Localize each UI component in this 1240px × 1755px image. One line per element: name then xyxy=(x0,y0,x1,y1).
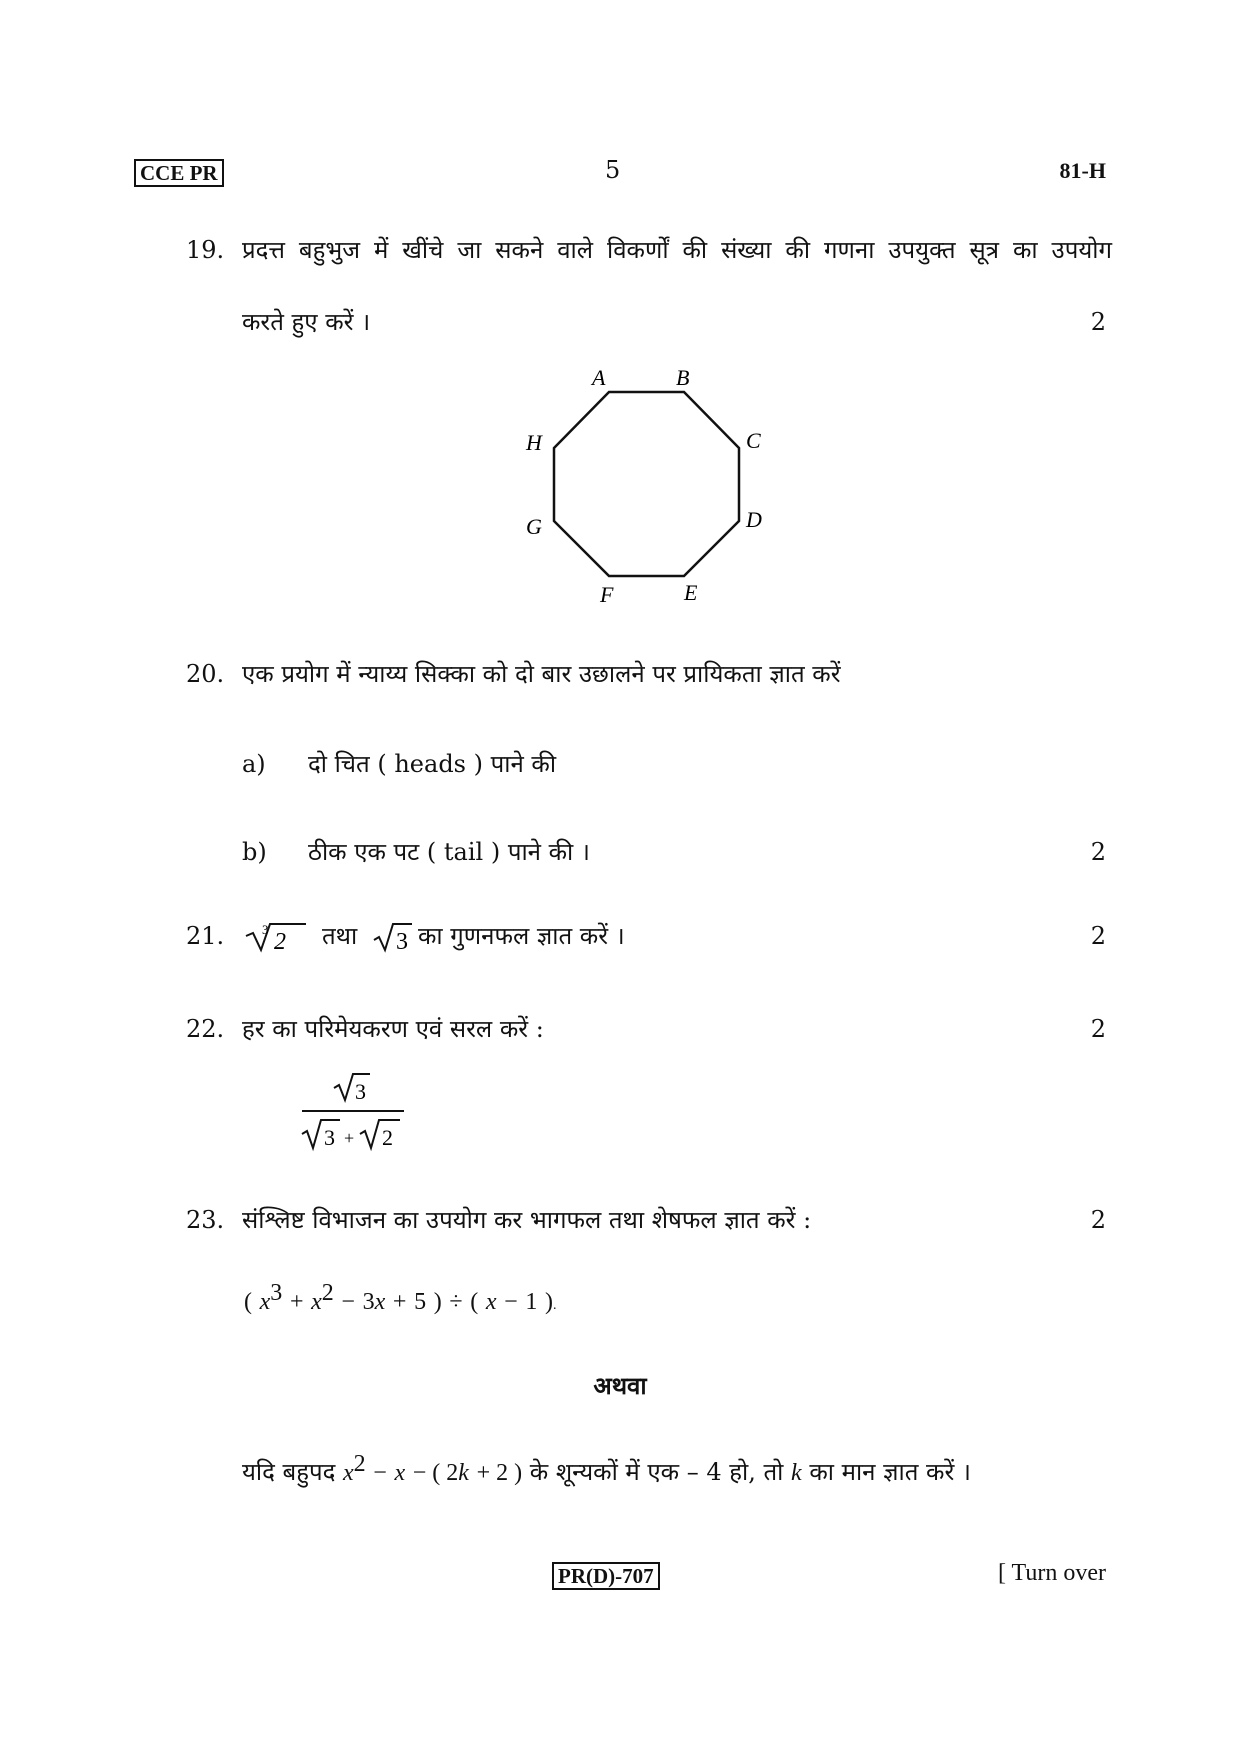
expr-paren: ) xyxy=(433,1289,442,1315)
expr-exponent: 3 xyxy=(270,1280,283,1306)
expr-exponent: 2 xyxy=(321,1280,334,1306)
alt-k: k xyxy=(458,1460,469,1486)
q20-text: एक प्रयोग में न्याय्य सिक्का को दो बार उछालने पर प्रायिकता ज्ञात करें xyxy=(242,660,841,688)
expr-constant: 1 xyxy=(525,1289,538,1315)
q20-option-a-text: दो चित ( heads ) पाने की xyxy=(308,750,557,778)
expr-coefficient: 3 xyxy=(362,1289,375,1315)
q20-option-a-label: a) xyxy=(242,750,266,778)
vertex-label-c: C xyxy=(746,428,761,453)
expr-paren: ( xyxy=(470,1289,479,1315)
q22-number: 22. xyxy=(186,1015,225,1043)
expr-x: x xyxy=(485,1289,497,1315)
expr-paren: ) xyxy=(544,1289,553,1315)
vertex-label-g: G xyxy=(526,514,542,539)
q19-marks: 2 xyxy=(1090,308,1106,336)
expr-plus: + xyxy=(289,1289,304,1315)
expr-divide: ÷ xyxy=(449,1289,463,1315)
denominator-value-1: 3 xyxy=(324,1125,335,1150)
footer-code-box: PR(D)-707 xyxy=(552,1562,660,1590)
q20-option-b-text: ठीक एक पट ( tail ) पाने की । xyxy=(308,838,590,866)
radical-sign xyxy=(360,1120,400,1148)
denominator-plus: + xyxy=(344,1128,355,1148)
alt-minus: − xyxy=(373,1460,387,1486)
expr-x: x xyxy=(311,1289,322,1315)
vertex-label-d: D xyxy=(746,507,762,532)
vertex-label-e: E xyxy=(684,580,698,605)
expr-paren: ( xyxy=(244,1289,252,1315)
q20-number: 20. xyxy=(186,660,225,688)
q22-text: हर का परिमेयकरण एवं सरल करें : xyxy=(242,1015,544,1043)
turn-over: [ Turn over xyxy=(997,1560,1106,1586)
root-index: 3 xyxy=(262,922,269,937)
expr-x: x xyxy=(259,1289,271,1315)
alt-expression: − ( 2 xyxy=(412,1460,459,1486)
q19-text-line1: प्रदत्त बहुभुज में खींचे जा सकने वाले विकर्णों की संख्या की गणना उपयुक्त सूत्र का उपयोग xyxy=(242,236,1112,264)
alt-text: का मान ज्ञात करें । xyxy=(809,1458,972,1486)
page-number: 5 xyxy=(605,156,621,184)
q20-marks: 2 xyxy=(1090,838,1106,866)
q22-fraction xyxy=(298,1068,410,1154)
radicand-1: 2 xyxy=(274,929,286,955)
or-heading: अथवा xyxy=(593,1371,647,1400)
header-code-box: CCE PR xyxy=(134,159,224,187)
radicand-2: 3 xyxy=(396,929,408,955)
expr-constant: 5 xyxy=(414,1289,427,1315)
q21-marks: 2 xyxy=(1090,922,1106,950)
alt-text: के शून्यकों में एक – 4 हो, तो xyxy=(529,1458,784,1486)
expr-minus: − xyxy=(504,1289,518,1315)
alt-exponent: 2 xyxy=(353,1451,366,1477)
q23-number: 23. xyxy=(186,1206,225,1234)
expr-minus: − xyxy=(341,1289,355,1315)
q21-mid-text: तथा xyxy=(322,922,358,950)
alt-x: x xyxy=(342,1460,354,1486)
q21-cube-root xyxy=(244,920,310,956)
q23-text: संश्लिष्ट विभाजन का उपयोग कर भागफल तथा शेषफल ज्ञात करें : xyxy=(242,1206,812,1234)
q23-marks: 2 xyxy=(1090,1206,1106,1234)
q21-text: का गुणनफल ज्ञात करें । xyxy=(418,922,625,950)
vertex-label-a: A xyxy=(592,365,606,390)
q19-number: 19. xyxy=(186,236,225,264)
vertex-label-b: B xyxy=(676,365,690,390)
expr-x: x xyxy=(374,1289,386,1315)
q22-marks: 2 xyxy=(1090,1015,1106,1043)
paper-code: 81-H xyxy=(1059,158,1106,183)
q19-text-line2: करते हुए करें । xyxy=(242,308,371,336)
q21-square-root xyxy=(372,920,416,956)
octagon-diagram xyxy=(520,360,780,610)
q23-alternative xyxy=(242,1451,972,1489)
octagon-shape xyxy=(554,392,739,576)
vertex-label-h: H xyxy=(526,430,542,455)
alt-x: x xyxy=(394,1460,406,1486)
expr-plus: + xyxy=(392,1289,407,1315)
alt-k: k xyxy=(791,1460,802,1486)
expr-dot: . xyxy=(552,1298,557,1313)
numerator-value: 3 xyxy=(355,1079,366,1104)
q23-expression xyxy=(244,1280,557,1316)
vertex-label-f: F xyxy=(600,582,614,607)
q20-option-b-label: b) xyxy=(242,838,267,866)
denominator-value-2: 2 xyxy=(382,1125,393,1150)
q21-number: 21. xyxy=(186,922,225,950)
alt-text: यदि बहुपद xyxy=(242,1458,336,1486)
alt-expression: + 2 ) xyxy=(476,1460,523,1486)
